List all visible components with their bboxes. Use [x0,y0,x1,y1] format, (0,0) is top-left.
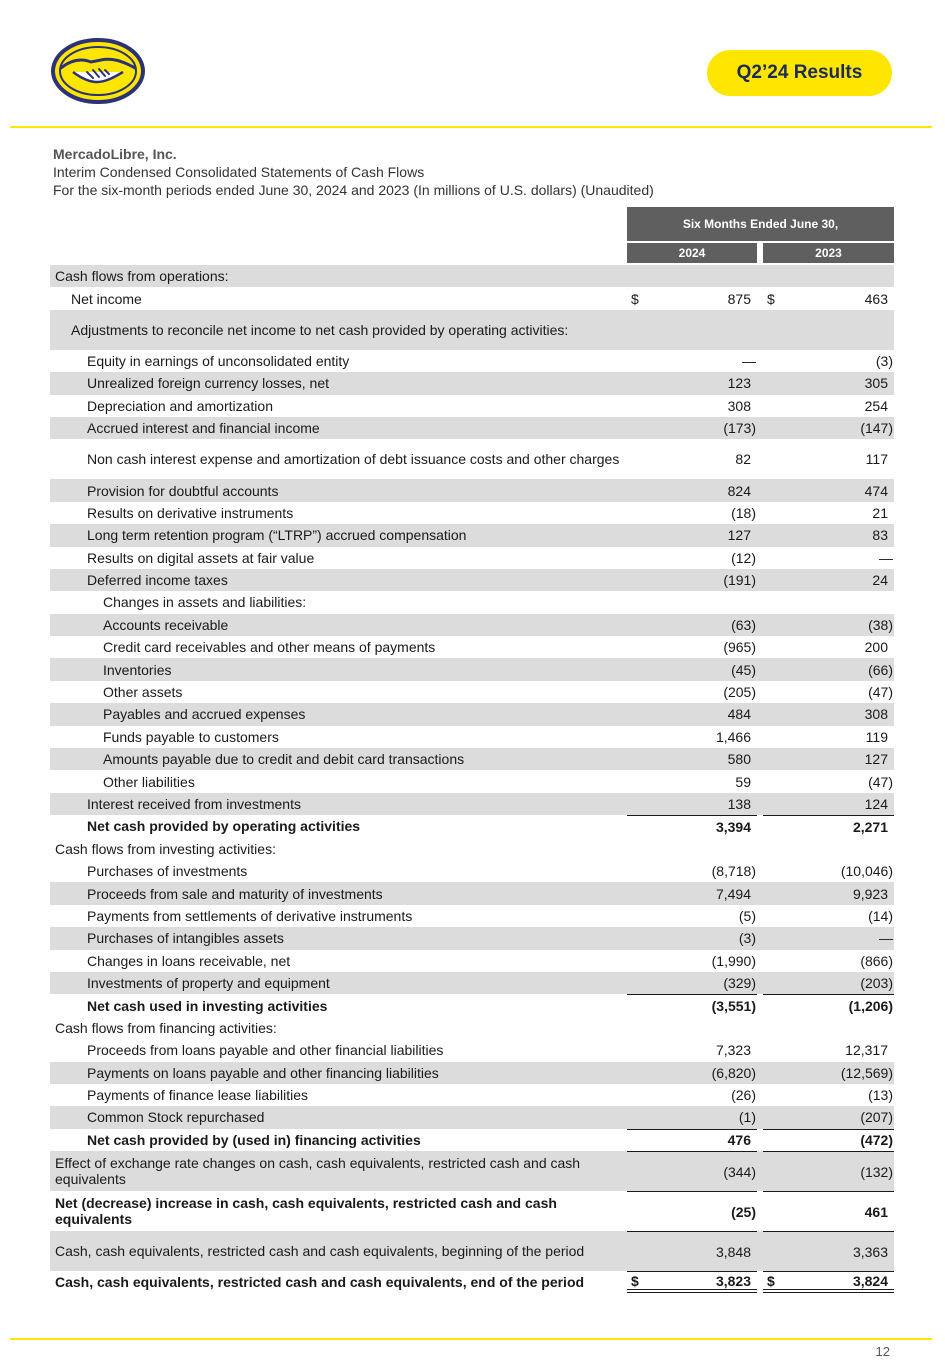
cell-value: (1,206) [848,998,893,1015]
value-cell-2023 [763,950,894,972]
cell-value: 308 [727,397,751,414]
cell-value: 3,394 [715,818,751,835]
row-label: Cash, cash equivalents, restricted cash and cash equivalents, beginning of the period [55,1243,585,1260]
value-cell-2023 [763,815,894,837]
value-cell-2023 [763,1231,894,1271]
cell-value: 7,494 [715,885,751,902]
row-label: Adjustments to reconcile net income to net cash provided by operating activities: [71,321,569,338]
company-name: MercadoLibre, Inc. [53,146,177,162]
cell-value: (472) [860,1132,893,1149]
table-row [50,994,894,1016]
cell-value: (18) [731,504,756,521]
value-cell-2023 [763,1151,894,1191]
value-cell-2023 [763,265,894,287]
cell-value: (866) [860,952,893,969]
cell-value: (329) [723,975,756,992]
value-cell-2023 [763,524,894,546]
table-row [50,265,894,287]
cell-value: 7,323 [715,1042,751,1059]
cell-value: (5) [738,907,756,924]
value-cell-2024 [627,1271,757,1293]
value-cell-2023 [763,972,894,994]
value-cell-2024 [627,287,757,309]
row-label: Payments on loans payable and other financing liabilities [87,1064,439,1081]
table-row [50,860,894,882]
table-row [50,395,894,417]
row-label: Provision for doubtful accounts [87,482,279,499]
cell-value: — [742,352,756,369]
cell-value: 3,363 [852,1243,888,1260]
cell-value: (6,820) [711,1064,756,1081]
value-cell-2024 [627,860,757,882]
currency-symbol: $ [631,290,639,307]
table-row [50,726,894,748]
row-label: Accounts receivable [103,616,229,633]
value-cell-2024 [627,569,757,591]
cell-value: 124 [864,796,888,812]
statement-heading [53,145,893,199]
cell-value: 3,823 [715,1272,751,1289]
cell-value: (207) [860,1109,893,1126]
cell-value: (191) [723,572,756,589]
value-cell-2024 [627,748,757,770]
cell-value: (132) [860,1163,893,1180]
row-label: Net cash provided by (used in) financing activities [87,1131,421,1148]
table-row [50,1062,894,1084]
value-cell-2023 [763,748,894,770]
table-row [50,479,894,501]
cell-value: 463 [864,290,888,307]
value-cell-2023 [763,681,894,703]
table-row [50,1271,894,1293]
value-cell-2024 [627,614,757,636]
cell-value: 484 [727,706,751,723]
value-cell-2023 [763,591,894,613]
table-row [50,591,894,613]
row-label: Payments of finance lease liabilities [87,1087,309,1104]
cell-value: 117 [865,451,888,468]
cell-value: (63) [731,616,756,633]
cell-value: (38) [868,616,893,633]
value-cell-2024 [627,1129,757,1151]
value-cell-2024 [627,310,757,350]
cell-value: (173) [723,420,756,437]
cell-value: 476 [727,1132,751,1149]
cell-value: (3,551) [711,998,756,1015]
row-label: Amounts payable due to credit and debit card transactions [103,751,465,768]
value-cell-2024 [627,350,757,372]
value-cell-2024 [627,994,757,1016]
table-row [50,1084,894,1106]
value-cell-2024 [627,636,757,658]
table-row [50,372,894,394]
row-label: Accrued interest and financial income [87,420,320,437]
row-label: Changes in loans receivable, net [87,952,291,969]
cell-value: 824 [727,482,751,499]
value-cell-2024 [627,1017,757,1039]
row-label: Payments from settlements of derivative instruments [87,907,413,924]
table-row [50,1151,894,1191]
value-cell-2023 [763,1017,894,1039]
cell-value: 12,317 [845,1042,888,1059]
cell-value: 9,923 [852,885,888,902]
value-cell-2024 [627,372,757,394]
row-label: Non cash interest expense and amortization of debt issuance costs and other charges [87,451,620,468]
value-cell-2024 [627,439,757,479]
statement-title: Interim Condensed Consolidated Statements of Cash Flows [53,164,425,180]
table-row [50,950,894,972]
cell-value: 461 [864,1203,888,1220]
column-group-header [627,207,894,241]
currency-symbol: $ [767,290,775,307]
mercadolibre-handshake-logo-icon [51,38,145,104]
cell-value: 82 [735,451,751,468]
row-label: Results on derivative instruments [87,504,294,521]
cell-value: (344) [723,1163,756,1180]
value-cell-2023 [763,994,894,1016]
value-cell-2023 [763,1271,894,1293]
row-label: Funds payable to customers [103,728,279,745]
cell-value: (1,990) [711,952,756,969]
table-row [50,972,894,994]
table-row [50,658,894,680]
value-cell-2024 [627,265,757,287]
row-label: Unrealized foreign currency losses, net [87,375,330,392]
row-label: Investments of property and equipment [87,975,330,992]
cell-value: (12) [731,549,756,566]
value-cell-2023 [763,882,894,904]
value-cell-2024 [627,770,757,792]
cell-value: 875 [727,290,751,307]
table-row [50,793,894,815]
value-cell-2024 [627,547,757,569]
value-cell-2023 [763,636,894,658]
table-row [50,927,894,949]
value-cell-2023 [763,838,894,860]
row-label: Purchases of investments [87,863,248,880]
value-cell-2024 [627,1106,757,1128]
cell-value: — [879,930,893,947]
row-label: Cash flows from financing activities: [55,1019,277,1036]
table-row [50,614,894,636]
row-label: Inventories [103,661,172,678]
table-row [50,524,894,546]
cell-value: 254 [864,397,888,414]
cell-value: 123 [727,375,751,392]
value-cell-2024 [627,395,757,417]
value-cell-2024 [627,950,757,972]
value-cell-2023 [763,372,894,394]
value-cell-2024 [627,1039,757,1061]
row-label: Proceeds from sale and maturity of investments [87,885,383,902]
row-label: Net (decrease) increase in cash, cash equivalents, restricted cash and cash equivalents [55,1195,557,1228]
value-cell-2024 [627,726,757,748]
table-row [50,502,894,524]
table-row [50,547,894,569]
table-row [50,703,894,725]
value-cell-2023 [763,1106,894,1128]
value-cell-2024 [627,658,757,680]
cell-value: (205) [723,684,756,701]
cell-value: (1) [738,1109,756,1126]
cell-value: — [879,549,893,566]
cell-value: 1,466 [715,728,751,745]
row-label: Credit card receivables and other means of payments [103,639,436,656]
table-row [50,350,894,372]
table-body [50,265,894,1293]
table-row [50,748,894,770]
currency-symbol: $ [767,1272,775,1289]
value-cell-2024 [627,524,757,546]
cell-value: (47) [868,684,893,701]
cell-value: (66) [868,661,893,678]
cell-value: 138 [727,796,751,812]
cell-value: (12,569) [840,1064,893,1081]
row-label: Payables and accrued expenses [103,706,306,723]
value-cell-2024 [627,972,757,994]
cell-value: (965) [723,639,756,656]
value-cell-2023 [763,1039,894,1061]
row-label: Proceeds from loans payable and other financial liabilities [87,1042,444,1059]
table-row [50,838,894,860]
value-cell-2023 [763,569,894,591]
cell-value: 127 [727,527,751,544]
row-label: Purchases of intangibles assets [87,930,284,947]
table-row [50,1231,894,1271]
row-label: Cash, cash equivalents, restricted cash and cash equivalents, end of the period [55,1274,585,1291]
row-label: Cash flows from investing activities: [55,840,276,857]
table-row [50,681,894,703]
cell-value: (10,046) [840,863,893,880]
value-cell-2024 [627,417,757,439]
cell-value: 21 [872,504,888,521]
table-row [50,569,894,591]
cell-value: 305 [864,375,888,392]
cell-value: (3) [738,930,756,947]
row-label: Results on digital assets at fair value [87,549,315,566]
value-cell-2023 [763,417,894,439]
value-cell-2024 [627,479,757,501]
value-cell-2023 [763,439,894,479]
table-row [50,636,894,658]
cell-value: (14) [868,907,893,924]
table-row [50,417,894,439]
value-cell-2023 [763,479,894,501]
value-cell-2023 [763,1062,894,1084]
value-cell-2023 [763,614,894,636]
table-row [50,310,894,350]
row-label: Other assets [103,684,183,701]
table-row [50,770,894,792]
footer-divider [10,1338,932,1340]
year-header-row [50,243,894,265]
table-row [50,1106,894,1128]
value-cell-2023 [763,658,894,680]
cell-value: (3) [875,352,893,369]
cell-value: 474 [864,482,888,499]
year-header-2023: 2023 [763,243,894,263]
value-cell-2023 [763,350,894,372]
cell-value: (203) [860,975,893,992]
statement-period: For the six-month periods ended June 30, 2024 and 2023 (In millions of U.S. dollars) (Unaudited) [53,182,654,198]
row-label: Net cash used in investing activities [87,997,328,1014]
cell-value: 200 [864,639,888,656]
row-label: Cash flows from operations: [55,268,229,285]
value-cell-2023 [763,770,894,792]
cell-value: (25) [731,1203,756,1220]
table-row [50,1039,894,1061]
value-cell-2024 [627,1084,757,1106]
currency-symbol: $ [631,1272,639,1289]
table-row [50,815,894,837]
value-cell-2023 [763,793,894,815]
page-number: 12 [875,1344,890,1359]
value-cell-2023 [763,860,894,882]
value-cell-2024 [627,838,757,860]
header-divider [10,126,932,128]
cell-value: 24 [872,572,888,589]
cell-value: 59 [735,773,751,790]
row-label: Depreciation and amortization [87,397,273,414]
value-cell-2023 [763,1084,894,1106]
value-cell-2024 [627,591,757,613]
cell-value: (26) [731,1087,756,1104]
cell-value: (13) [868,1087,893,1104]
value-cell-2023 [763,310,894,350]
value-cell-2023 [763,1129,894,1151]
table-row [50,439,894,479]
cell-value: 3,848 [715,1243,751,1260]
value-cell-2024 [627,815,757,837]
row-label: Changes in assets and liabilities: [103,594,307,611]
value-cell-2024 [627,703,757,725]
cell-value: 580 [727,751,751,768]
cell-value: (147) [860,420,893,437]
value-cell-2023 [763,395,894,417]
quarter-results-badge: Q2’24 Results [707,50,892,96]
value-cell-2023 [763,287,894,309]
row-label: Deferred income taxes [87,572,228,589]
table-row [50,1129,894,1151]
value-cell-2023 [763,726,894,748]
cell-value: (45) [731,661,756,678]
value-cell-2023 [763,502,894,524]
row-label: Common Stock repurchased [87,1109,265,1126]
value-cell-2024 [627,502,757,524]
cell-value: 2,271 [852,818,888,835]
value-cell-2023 [763,905,894,927]
value-cell-2023 [763,547,894,569]
cell-value: 308 [864,706,888,723]
row-label: Long term retention program (“LTRP”) accrued compensation [87,527,467,544]
cell-value: (47) [868,773,893,790]
year-header-2024: 2024 [627,243,757,263]
value-cell-2024 [627,1062,757,1084]
cell-value: 83 [872,527,888,544]
value-cell-2024 [627,1151,757,1191]
row-label: Effect of exchange rate changes on cash, cash equivalents, restricted cash and cash equivalents [55,1155,581,1188]
cash-flow-table [50,207,894,1293]
value-cell-2024 [627,681,757,703]
table-row [50,882,894,904]
table-row [50,1017,894,1039]
table-row [50,905,894,927]
cell-value: 127 [864,751,888,768]
row-label: Interest received from investments [87,796,301,812]
cell-value: 3,824 [852,1272,888,1289]
cell-value: 119 [865,728,888,745]
value-cell-2024 [627,905,757,927]
row-label: Net income [71,290,142,307]
value-cell-2023 [763,1191,894,1231]
table-row [50,287,894,309]
row-label: Equity in earnings of unconsolidated entity [87,352,350,369]
cell-value: (8,718) [711,863,756,880]
column-group-label: Six Months Ended June 30, [682,217,839,231]
value-cell-2024 [627,882,757,904]
value-cell-2024 [627,927,757,949]
value-cell-2023 [763,703,894,725]
value-cell-2024 [627,1231,757,1271]
row-label: Net cash provided by operating activities [87,818,361,835]
table-row [50,1191,894,1231]
row-label: Other liabilities [103,773,195,790]
value-cell-2024 [627,793,757,815]
value-cell-2024 [627,1191,757,1231]
value-cell-2023 [763,927,894,949]
